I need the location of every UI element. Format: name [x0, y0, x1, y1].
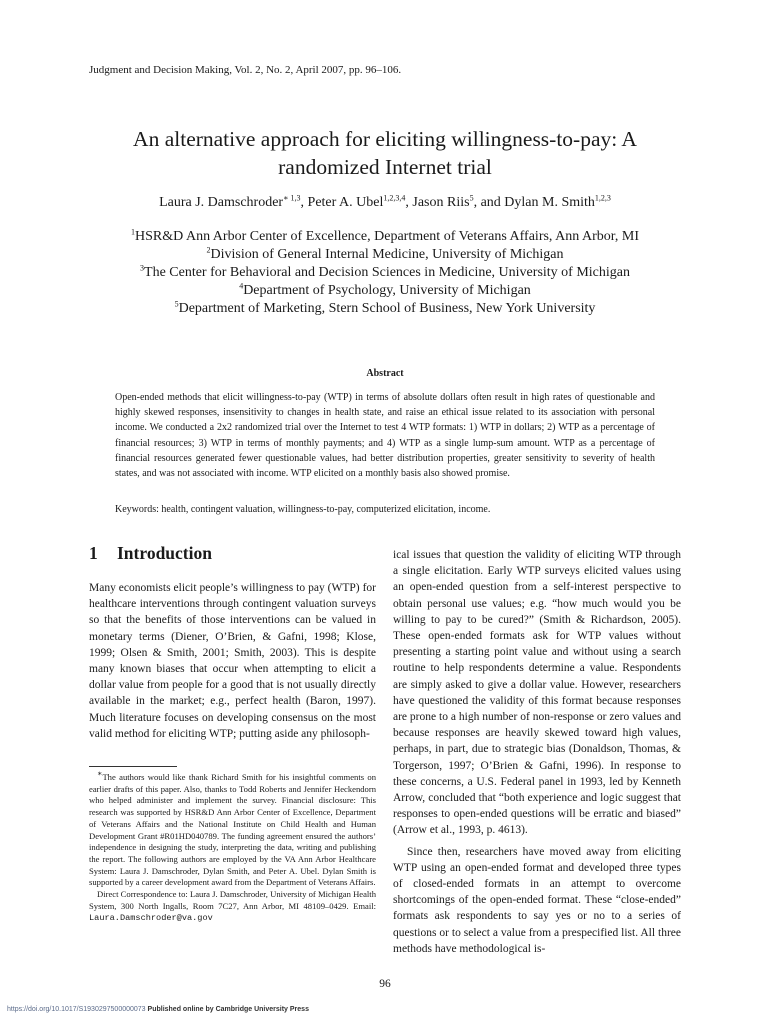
- body-paragraph: Since then, researchers have moved away from eliciting WTP using an open-ended format and developed three types of closed-ended formats in an attempt to overcome shortcomings of the open-ended format. These “close-ended” formats ask respondents to say yes or no to a series of questions or to select a value from a prespecified list. All three methods have methodological is-: [393, 845, 681, 955]
- author-separator: , and: [473, 195, 505, 210]
- body-paragraph: Many economists elicit people’s willingness to pay (WTP) for healthcare interventions through contingent valuation surveys so that the benefits of those interventions can be valued in monetary terms (Diener, O’Brien, & Gafni, 1998; Klose, 1999; Olsen & Smith, 2001; Smith, 2003). This is despite many known biases that occur when attempting to elicit a dollar value from people for a good that is not usually directly available in the market; e.g., perfect health (Baron, 1997). Much literature focuses on developing consensus on the most valid method for eliciting WTP; putting aside any philosoph-: [89, 582, 376, 740]
- footnote-marker: ∗: [97, 769, 103, 779]
- author-separator: ,: [300, 195, 308, 210]
- affiliation-line: [80, 246, 690, 264]
- footnote-correspondence: Direct Correspondence to: Laura J. Damschroder, University of Michigan Health System, 300 North Ingalls, Room 7C27, Ann Arbor, MI 48109–0429. Email:: [89, 889, 376, 911]
- affiliation-marker: 5: [174, 299, 179, 309]
- section-number: 1: [89, 543, 98, 563]
- affiliation-line: [80, 228, 690, 246]
- doi-link[interactable]: https://doi.org/10.1017/S1930297500000073: [7, 1006, 146, 1013]
- footnote: [89, 769, 376, 925]
- right-column: [393, 547, 681, 957]
- left-column: [89, 580, 376, 742]
- page-number: 96: [379, 978, 391, 990]
- footnote-paragraph: [89, 889, 376, 925]
- author-name: Peter A. Ubel: [307, 195, 384, 210]
- keywords: Keywords: health, contingent valuation, willingness-to-pay, computerized elicitation, income.: [115, 504, 491, 515]
- affiliation-line: [80, 264, 690, 282]
- author-affiliation-marker: 1,2,3: [594, 193, 611, 203]
- affiliation-line: [80, 282, 690, 300]
- affiliation-marker: 3: [140, 263, 145, 273]
- abstract-heading: Abstract: [366, 368, 404, 379]
- doi-footer: [7, 1006, 309, 1013]
- affiliation-text: HSR&D Ann Arbor Center of Excellence, Department of Veterans Affairs, Ann Arbor, MI: [135, 229, 639, 244]
- title-line-2: randomized Internet trial: [278, 155, 492, 179]
- author-name: Dylan M. Smith: [504, 195, 595, 210]
- footnote-paragraph: [89, 769, 376, 889]
- correspondence-email: Laura.Damschroder@va.gov: [89, 913, 213, 924]
- affiliation-marker: 2: [206, 245, 211, 255]
- affiliation-list: [80, 228, 690, 318]
- title-line-1: An alternative approach for eliciting willingness-to-pay: A: [133, 127, 637, 151]
- publisher-note: Published online by Cambridge University Press: [147, 1006, 309, 1013]
- footnote-rule: [89, 766, 177, 767]
- body-paragraph: ical issues that question the validity of eliciting WTP through a single elicitation. Early WTP surveys elicited values using an open-ended question from a self-interest perspective to obtain personal use values; e.g. “how much would you be willing to pay to be cured?” (Smith & Richardson, 2005). These open-ended formats ask for WTP values without presenting a starting point value and without using a search routine to help respondents determine a value. Respondents are simply asked to give a dollar value. However, researchers have questioned the validity of this format because responses are prone to a high number of non-response or zero values and because responses are heavily skewed toward high values, perhaps, in part, due to strategic bias (Donaldson, Thomas, & Torgerson, 1997; O’Brien & Gafni, 1996). In response to these concerns, a U.S. Federal panel in 1993, led by Kenneth Arrow, concluded that “both experience and logic suggest that responses to open-ended questions will be erratic and biased” (Arrow et al., 1993, p. 4613).: [393, 549, 681, 837]
- running-head: Judgment and Decision Making, Vol. 2, No. 2, April 2007, pp. 96–106.: [89, 64, 402, 76]
- author-affiliation-marker: 5: [469, 193, 474, 203]
- affiliation-text: Division of General Internal Medicine, University of Michigan: [210, 247, 564, 262]
- footnote-acknowledgements: The authors would like thank Richard Smith for his insightful comments on earlier drafts of this paper. Also, thanks to Todd Roberts and Jennifer Heckendorn who helped administer and implement the survey. Financial disclosure: This research was supported by HSR&D Ann Arbor Center of Excellence, Department of Veterans Affairs and the National Institute on Child Health and Human Development Grant #R01HD040789. The funding agreement ensured the authors’ independence in designing the study, interpreting the data, writing and publishing the report. The following authors are employed by the VA Ann Arbor Healthcare System: Laura J. Damschroder, Dylan Smith, and Peter A. Ubel. Dylan Smith is supported by a career development award from the Department of Veterans Affairs.: [89, 772, 376, 888]
- abstract-body: Open-ended methods that elicit willingness-to-pay (WTP) in terms of absolute dollars often result in high rates of questionable and highly skewed responses, insensitivity to changes in health state, and raise an ethical issue related to its association with personal income. We conducted a 2x2 randomized trial over the Internet to test 4 WTP formats: 1) WTP in dollars; 2) WTP as a percentage of financial resources; 3) WTP in terms of monthly payments; and 4) WTP as a single lump-sum amount. WTP as a percentage of financial resources generated fewer questionable values, had better distribution properties, greater sensitivity to severity of health states, and was not associated with income. WTP elicited on a monthly basis also showed promise.: [115, 392, 655, 480]
- author-name: Jason Riis: [412, 195, 470, 210]
- author-affiliation-marker: 1,2,3,4: [383, 193, 406, 203]
- author-separator: ,: [405, 195, 413, 210]
- affiliation-text: Department of Marketing, Stern School of Business, New York University: [178, 301, 596, 316]
- section-title: Introduction: [117, 543, 212, 563]
- author-affiliation-marker: ∗ 1,3: [283, 193, 301, 203]
- affiliation-line: [80, 300, 690, 318]
- author-list: [90, 195, 680, 211]
- author-name: Laura J. Damschroder: [159, 195, 284, 210]
- affiliation-marker: 4: [239, 281, 244, 291]
- affiliation-text: The Center for Behavioral and Decision Sciences in Medicine, University of Michigan: [144, 265, 630, 280]
- paper-title: [90, 125, 680, 181]
- affiliation-marker: 1: [131, 227, 135, 237]
- section-heading: [89, 543, 212, 564]
- affiliation-text: Department of Psychology, University of Michigan: [243, 283, 531, 298]
